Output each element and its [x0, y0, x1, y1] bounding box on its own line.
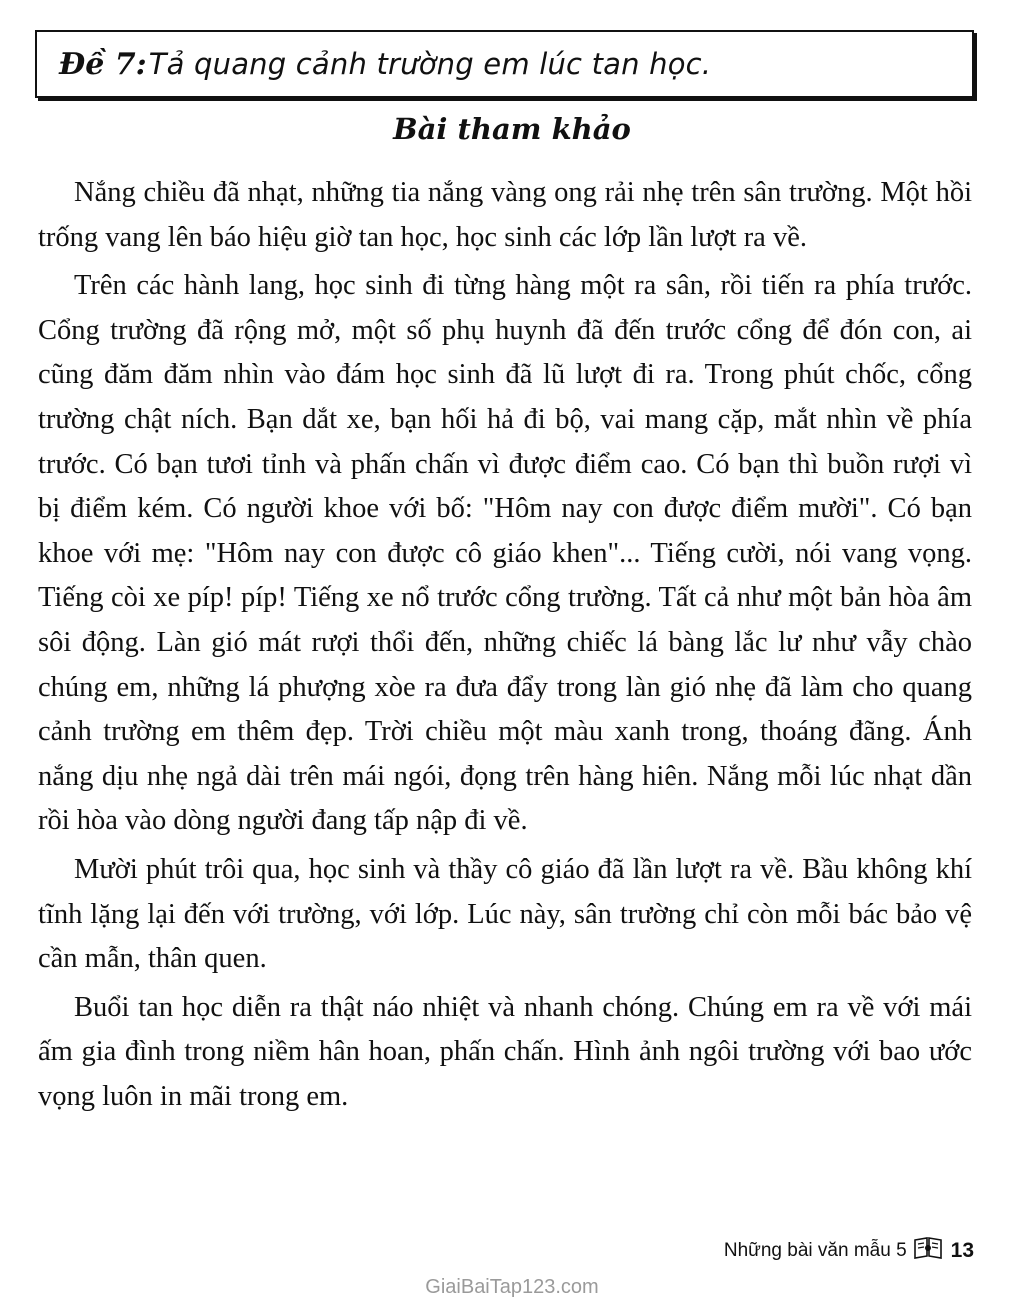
essay-paragraph-3: Mười phút trôi qua, học sinh và thầy cô giáo đã lần lượt ra về. Bầu không khí tĩnh lặng lại đến với trường, với lớp. Lúc này, sân trường chỉ còn mỗi bác bảo vệ cần mẫn, thân quen.	[38, 853, 972, 975]
assignment-title: Tả quang cảnh trường em lúc tan học.	[148, 47, 712, 81]
book-title: Những bài văn mẫu 5	[723, 1240, 907, 1261]
watermark-text: GiaiBaiTap123.com	[425, 1276, 599, 1298]
essay-paragraph-1: Nắng chiều đã nhạt, những tia nắng vàng ong rải nhẹ trên sân trường. Một hồi trống vang lên báo hiệu giờ tan học, học sinh các lớp lần lượt ra về.	[38, 177, 972, 253]
assignment-title-box	[35, 30, 974, 98]
open-book-icon	[913, 1236, 943, 1266]
essay-paragraph-2: Trên các hành lang, học sinh đi từng hàng một ra sân, rồi tiến ra phía trước. Cổng trường đã rộng mở, một số phụ huynh đã đến trước cổng để đón con, ai cũng đăm đăm nhìn vào đám học sinh đã lũ lượt đi ra. Trong phút chốc, cổng trường chật ních. Bạn dắt xe, bạn hối hả đi bộ, vai mang cặp, mắt nhìn về phía trước. Có bạn tươi tỉnh và phấn chấn vì được điểm cao. Có bạn thì buồn rượi vì bị điểm kém. Có người khoe với bố: "Hôm nay con được điểm mười". Có bạn khoe với mẹ: "Hôm nay con được cô giáo khen"... Tiếng cười, nói vang vọng. Tiếng còi xe píp! píp! Tiếng xe nổ trước cổng trường. Tất cả như một bản hòa âm sôi động. Làn gió mát rượi thổi đến, những chiếc lá bàng lắc lư như vẫy chào chúng em, những lá phượng xòe ra đưa đẩy trong làn gió nhẹ đã làm cho quang cảnh trường em thêm đẹp. Trời chiều một màu xanh trong, thoáng đãng. Ánh nắng dịu nhẹ ngả dài trên mái ngói, đọng trên hàng hiên. Nắng mỗi lúc nhạt dần rồi hòa vào dòng người đang tấp nập đi về.	[38, 270, 972, 837]
assignment-label: Đề 7:	[59, 46, 147, 82]
essay-body	[38, 171, 972, 1123]
page-number: 13	[950, 1239, 974, 1262]
page-footer	[724, 1236, 974, 1266]
essay-paragraph-4: Buổi tan học diễn ra thật náo nhiệt và nhanh chóng. Chúng em ra về với mái ấm gia đình trong niềm hân hoan, phấn chấn. Hình ảnh ngôi trường với bao ước vọng luôn in mãi trong em.	[38, 991, 972, 1112]
reference-essay-heading: Bài tham khảo	[393, 112, 631, 146]
